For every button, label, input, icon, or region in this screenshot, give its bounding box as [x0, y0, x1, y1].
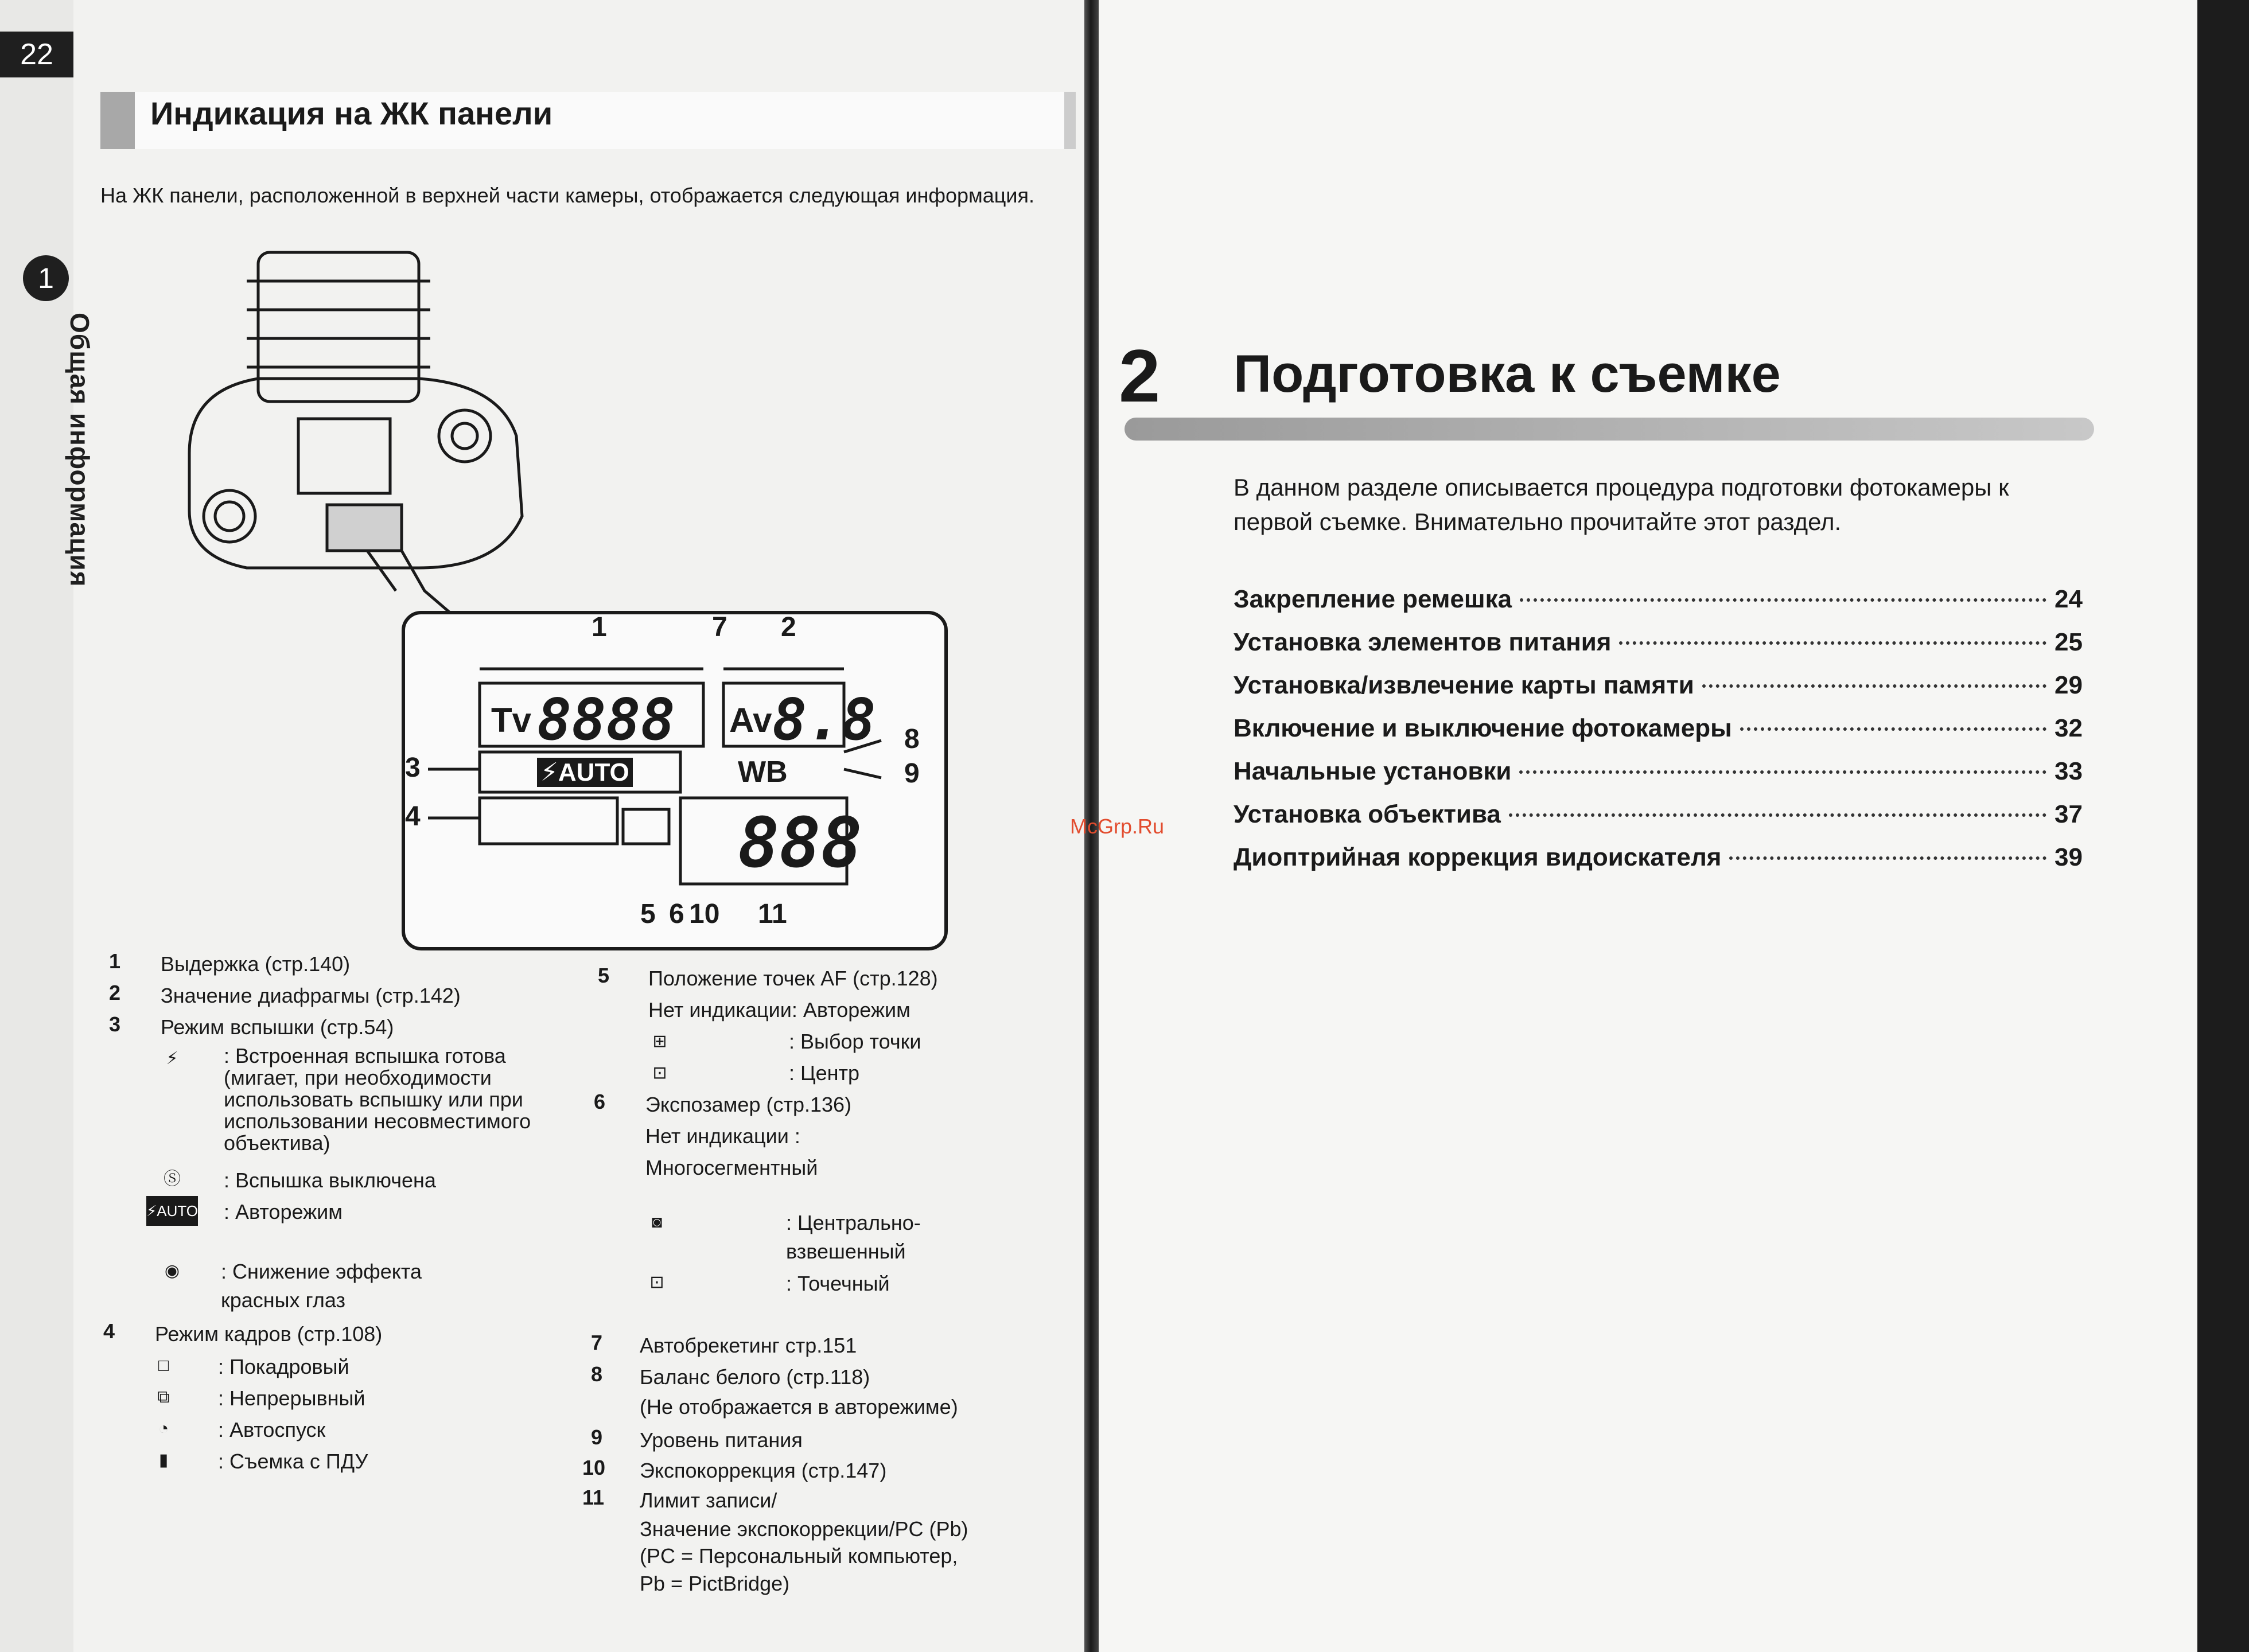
page-number: 22 [0, 32, 73, 77]
legend-num: 8 [591, 1362, 603, 1386]
camera-top-illustration [178, 247, 545, 625]
chapter-bar [1124, 418, 2094, 441]
toc-page: 32 [2055, 714, 2083, 742]
toc-page: 24 [2055, 585, 2083, 613]
chapter-title: Подготовка к съемке [1234, 345, 1781, 403]
callout-6: 6 [669, 899, 684, 929]
lcd-count-digits: 888 [738, 804, 862, 883]
toc-row[interactable] [1234, 585, 2083, 628]
callout-10: 10 [689, 899, 720, 929]
center-weighted-icon: ◙ [651, 1213, 663, 1232]
chapter-number: 2 [1119, 334, 1161, 418]
table-of-contents [1234, 585, 2083, 886]
toc-label: Закрепление ремешка [1234, 585, 1512, 613]
toc-page: 25 [2055, 628, 2083, 656]
legend-right [582, 961, 1079, 1609]
legend-num: 7 [591, 1331, 603, 1354]
legend-text: Лимит записи/ [640, 1489, 777, 1512]
side-tab [0, 0, 73, 1652]
legend-text: Выдержка (стр.140) [161, 952, 351, 976]
toc-label: Начальные установки [1234, 757, 1512, 785]
lcd-segments [405, 614, 944, 947]
legend-left [103, 946, 597, 1491]
lcd-flash-auto: ⚡AUTO [537, 758, 633, 787]
legend-text: Автобрекетинг стр.151 [640, 1334, 857, 1357]
legend-num: 4 [103, 1319, 115, 1343]
flash-off-icon: Ⓢ [164, 1170, 181, 1189]
toc-page: 37 [2055, 800, 2083, 828]
toc-row[interactable] [1234, 800, 2083, 843]
lcd-wb-label: WB [738, 755, 788, 789]
legend-text: : Точечный [786, 1272, 890, 1295]
legend-text: : Съемка с ПДУ [218, 1450, 368, 1473]
left-page [0, 0, 1084, 1652]
toc-row[interactable] [1234, 671, 2083, 714]
legend-text: Значение диафрагмы (стр.142) [161, 984, 461, 1007]
continuous-icon: ⧉ [157, 1388, 170, 1406]
legend-text: : Снижение эффекта красных глаз [221, 1260, 422, 1312]
legend-text: Уровень питания [640, 1428, 803, 1452]
lcd-shutter-digits: 8888 [537, 686, 675, 753]
toc-leader [1519, 770, 2046, 774]
legend-text: Многосегментный [645, 1156, 818, 1179]
legend-num: 6 [594, 1090, 606, 1113]
callout-5: 5 [640, 899, 656, 929]
toc-row[interactable] [1234, 714, 2083, 757]
toc-leader [1509, 813, 2046, 817]
legend-text: : Выбор точки [789, 1030, 921, 1053]
toc-page: 29 [2055, 671, 2083, 699]
lcd-tv-label: Tv [491, 701, 532, 739]
af-center-icon: ⊡ [652, 1063, 667, 1082]
legend-num: 1 [109, 949, 121, 973]
toc-label: Установка элементов питания [1234, 628, 1612, 656]
legend-text: : Встроенная вспышка готова (мигает, при необходимости использовать вспышку или при использовании несовместимого объектива) [224, 1044, 531, 1155]
legend-text: : Покадровый [218, 1355, 349, 1378]
chapter-intro: В данном разделе описывается процедура подготовки фотокамеры к первой съемке. Внимательно прочитайте этот раздел. [1234, 474, 2009, 535]
legend-text: Нет индикации : [645, 1124, 800, 1148]
self-timer-icon: ◔ [158, 1419, 169, 1438]
legend-num: 3 [109, 1012, 121, 1036]
legend-text: Экспокоррекция (стр.147) [640, 1459, 887, 1482]
callout-2: 2 [781, 612, 796, 642]
legend-text: : Автоспуск [218, 1418, 326, 1441]
lcd-aperture-digits: 8.8 [772, 686, 876, 753]
legend-text: : Авторежим [224, 1200, 343, 1224]
callout-9: 9 [904, 758, 920, 789]
legend-text: : Вспышка выключена [224, 1168, 436, 1192]
flash-auto-icon: ⚡AUTO [146, 1196, 198, 1226]
single-frame-icon: □ [158, 1356, 169, 1375]
legend-num: 2 [109, 981, 121, 1004]
callout-11: 11 [758, 899, 787, 929]
legend-text: Баланс белого (стр.118) [640, 1365, 870, 1389]
legend-text: Режим кадров (стр.108) [155, 1322, 383, 1346]
red-eye-icon: ◉ [164, 1261, 180, 1280]
legend-text: : Центрально-взвешенный [786, 1211, 921, 1263]
legend-text: : Центр [789, 1061, 860, 1085]
toc-leader [1729, 856, 2046, 860]
legend-num: 5 [598, 964, 610, 987]
toc-leader [1520, 598, 2046, 602]
legend-num: 11 [582, 1486, 605, 1509]
toc-leader [1619, 641, 2046, 645]
lcd-panel-diagram [402, 611, 948, 950]
book-edge [2197, 0, 2249, 1652]
toc-row[interactable] [1234, 843, 2083, 886]
spot-icon: ⊡ [649, 1273, 664, 1292]
legend-text: Значение экспокоррекции/PC (Pb) [640, 1517, 968, 1541]
legend-text: (PC = Персональный компьютер, [640, 1544, 958, 1568]
legend-text: (Не отображается в авторежиме) [640, 1395, 958, 1419]
chapter-tab-label: Общая информация [65, 313, 95, 587]
legend-text: Положение точек AF (стр.128) [648, 967, 938, 990]
intro-text: На ЖК панели, расположенной в верхней части камеры, отображается следующая информация. [100, 184, 1035, 207]
legend-text: : Непрерывный [218, 1386, 365, 1410]
watermark: McGrp.Ru [1070, 815, 1165, 838]
legend-num: 10 [582, 1456, 606, 1479]
flash-ready-icon: ⚡ [166, 1049, 178, 1068]
toc-page: 39 [2055, 843, 2083, 871]
legend-text: Экспозамер (стр.136) [645, 1093, 852, 1116]
legend-text: Режим вспышки (стр.54) [161, 1015, 394, 1039]
chapter-badge: 1 [23, 255, 69, 301]
remote-icon: ▮ [158, 1451, 169, 1470]
toc-label: Установка объектива [1234, 800, 1501, 828]
callout-4: 4 [405, 801, 421, 832]
toc-leader [1740, 727, 2046, 731]
toc-row[interactable] [1234, 628, 2083, 671]
lcd-av-label: Av [729, 701, 772, 739]
toc-label: Диоптрийная коррекция видоискателя [1234, 843, 1722, 871]
section-title: Индикация на ЖК панели [150, 95, 553, 131]
toc-row[interactable] [1234, 757, 2083, 800]
toc-page: 33 [2055, 757, 2083, 785]
legend-num: 9 [591, 1425, 603, 1449]
toc-label: Установка/извлечение карты памяти [1234, 671, 1694, 699]
callout-1: 1 [592, 612, 607, 642]
toc-leader [1702, 684, 2046, 688]
callout-7: 7 [712, 612, 727, 642]
callout-3: 3 [405, 753, 421, 783]
callout-8: 8 [904, 724, 920, 754]
legend-text: Pb = PictBridge) [640, 1572, 790, 1595]
toc-label: Включение и выключение фотокамеры [1234, 714, 1732, 742]
af-select-icon: ⊞ [652, 1032, 667, 1051]
legend-text: Нет индикации: Авторежим [648, 998, 911, 1022]
